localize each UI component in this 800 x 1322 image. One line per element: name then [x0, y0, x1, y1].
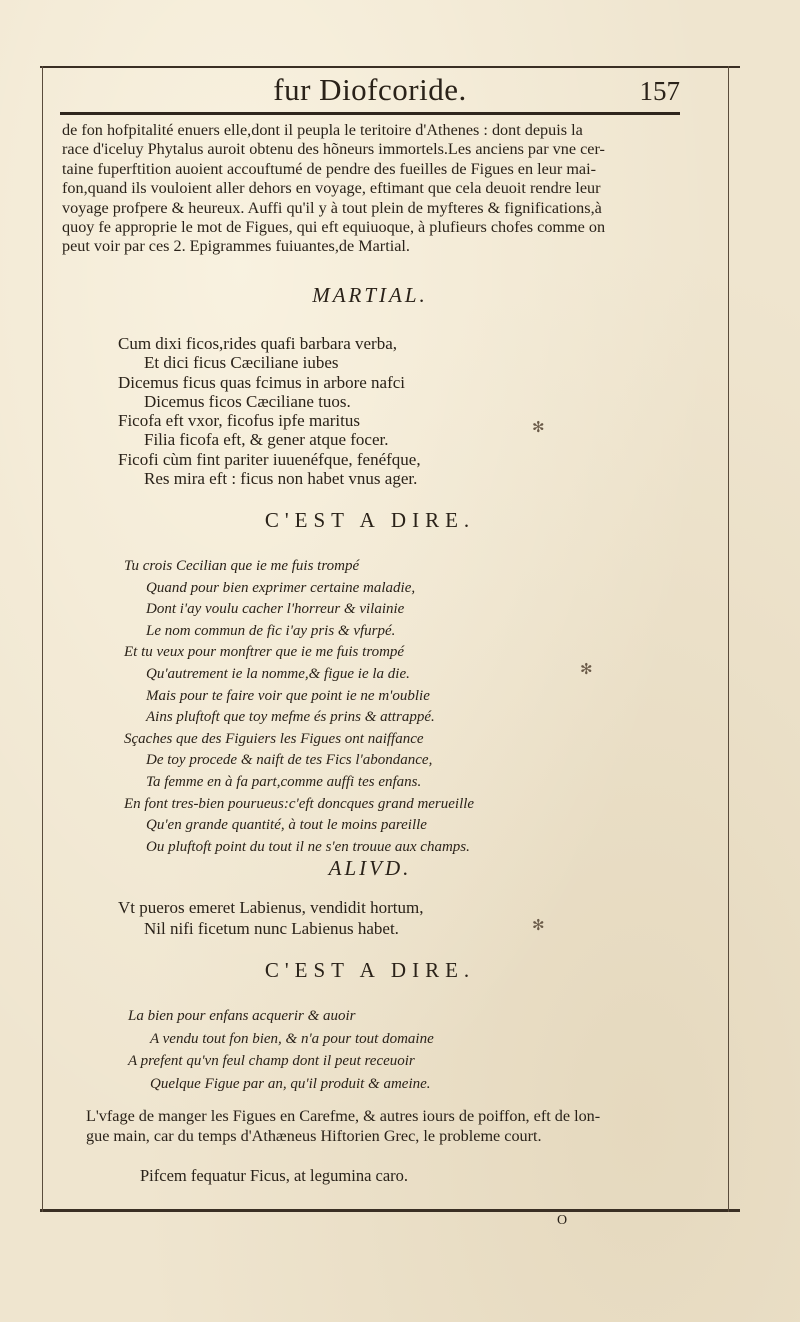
latin-epigram-2 — [118, 897, 598, 939]
verse-line: Ficofa eft vxor, ficofus ipfe maritus — [118, 411, 360, 431]
verse-line: De toy procede & naift de tes Fics l'abondance, — [146, 752, 433, 769]
verse-line: Filia ficofa eft, & gener atque focer. — [144, 430, 389, 450]
section-title-martial: MARTIAL. — [312, 283, 428, 307]
verse-line: Quelque Figue par an, qu'il produit & ameine. — [150, 1075, 431, 1092]
body-line: peut voir par ces 2. Epigrammes fuiuantes,de Martial. — [62, 237, 410, 256]
signature-mark: O — [557, 1213, 568, 1228]
asterisk-icon: ✻ — [532, 418, 545, 436]
verse-line: Ta femme en à fa part,comme auffi tes enfans. — [146, 773, 422, 790]
verse-line: Sçaches que des Figuiers les Figues ont naiffance — [124, 730, 424, 747]
bottom-frame-rule — [40, 1209, 740, 1212]
verse-line: Quand pour bien exprimer certaine maladie, — [146, 579, 416, 596]
verse-line: Le nom commun de fic i'ay pris & vfurpé. — [146, 622, 396, 639]
verse-line: Dicemus ficos Cæciliane tuos. — [144, 391, 351, 411]
body-line: gue main, car du temps d'Athæneus Hiftorien Grec, le probleme court. — [86, 1127, 542, 1145]
body-line: taine fuperftition auoient accouftumé de pendre des fueilles de Figues en leur mai- — [62, 159, 596, 178]
verse-line: Et tu veux pour monftrer que ie me fuis trompé — [124, 644, 405, 661]
verse-line: A prefent qu'vn feul champ dont il peut receuoir — [128, 1053, 415, 1069]
final-verse-line: Pifcem fequatur Ficus, at legumina caro. — [140, 1166, 409, 1185]
closing-paragraph — [86, 1106, 686, 1146]
body-line: race d'iceluy Phytalus auroit obtenu des hõneurs immortels.Les anciens par vne cer- — [62, 140, 605, 159]
verse-line: En font tres-bien pourueus:c'eft doncques grand merueille — [124, 795, 475, 812]
verse-line: Qu'en grande quantité, à tout le moins pareille — [146, 817, 427, 834]
french-translation-1 — [124, 556, 624, 858]
right-frame-rule — [728, 66, 729, 1212]
french-translation-2 — [128, 1005, 628, 1095]
verse-line: Dicemus ficus quas fcimus in arbore nafci — [118, 372, 406, 392]
verse-line: Mais pour te faire voir que point ie ne m'oublie — [146, 687, 430, 704]
verse-line: Ains pluftoft que toy mefme és prins & attrappé. — [146, 709, 435, 726]
header-rule — [60, 112, 680, 115]
asterisk-icon: ✻ — [580, 660, 593, 678]
cest-a-dire-heading-1: C'EST A DIRE. — [264, 508, 476, 532]
verse-line: A vendu tout fon bien, & n'a pour tout domaine — [150, 1030, 434, 1047]
body-line: quoy fe approprie le mot de Figues, qui eft equiuoque, à plufieurs chofes comme on — [62, 218, 606, 237]
body-line: voyage profpere & heureux. Auffi qu'il y à tout plein de myfteres & fignifications,à — [62, 198, 602, 217]
verse-line: Qu'autrement ie la nomme,& figue ie la die. — [146, 665, 410, 682]
body-paragraph — [62, 121, 672, 257]
body-line: fon,quand ils vouloient aller dehors en voyage, eftimant que cela deuoit rendre leur — [62, 179, 601, 198]
top-frame-rule — [40, 66, 740, 68]
body-line: L'vfage de manger les Figues en Carefme, & autres iours de poiffon, eft de lon- — [86, 1107, 601, 1125]
verse-line: Tu crois Cecilian que ie me fuis trompé — [124, 558, 360, 574]
verse-line: Et dici ficus Cæciliane iubes — [144, 353, 339, 373]
verse-line: Cum dixi ficos,rides quafi barbara verba, — [118, 334, 397, 353]
verse-line: Ou pluftoft point du tout il ne s'en trouue aux champs. — [146, 838, 470, 855]
asterisk-icon: ✻ — [532, 916, 545, 934]
verse-line: La bien pour enfans acquerir & auoir — [128, 1008, 356, 1024]
cest-a-dire-heading-2: C'EST A DIRE. — [264, 958, 476, 982]
verse-line: Res mira eft : ficus non habet vnus ager. — [144, 469, 418, 489]
verse-line: Ficofi cùm fint pariter iuuenéfque, fenéfque, — [118, 449, 421, 469]
running-title: fur Diofcoride. — [273, 72, 467, 107]
page-header — [60, 72, 680, 112]
verse-line: Dont i'ay voulu cacher l'horreur & vilainie — [146, 601, 405, 618]
verse-line: Nil nifi ficetum nunc Labienus habet. — [144, 919, 399, 938]
verse-line: Vt pueros emeret Labienus, vendidit hortum, — [118, 898, 424, 917]
left-frame-rule — [42, 66, 43, 1212]
body-line: de fon hofpitalité enuers elle,dont il peupla le teritoire d'Athenes : dont depuis la — [62, 121, 583, 139]
section-title-aliud: ALIVD. — [328, 856, 412, 880]
page-number: 157 — [639, 76, 680, 106]
latin-epigram-1 — [118, 334, 568, 488]
